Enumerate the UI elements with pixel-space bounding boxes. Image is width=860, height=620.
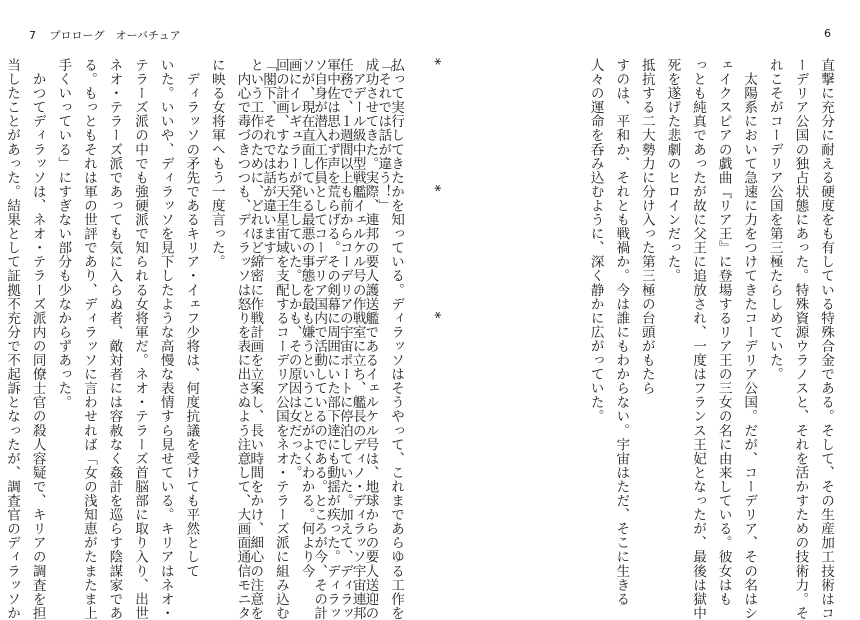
text-line: 直撃に充分に耐える硬度をも有している特殊合金である。そして、その生産加工技術はコ [818,58,834,620]
left-page-header [29,27,181,43]
text-line: ディラッソの矛先であるキリア・イェフ少将は、何度抗議を受けても平然として [183,58,200,578]
text-line: 成功させてきた。実際、連邦の要人護送艦であるイェルケル号は、地球からの要人送迎の [362,58,379,620]
text-line: 任務で、１週間以上も前からコーデリアの宇宙ポートに停泊していた。加えて、ディラッ [336,58,353,620]
section-break-star: * [426,311,443,319]
text-line: 抵抗する二大勢力に分け入った第三極の台頭がもたら [638,58,655,396]
text-line: れこそがコーデリア公国を第三極たらしめていた。 [766,58,783,382]
text-line: 回の計画、すなわち天王星宙域を支配するコーデリア公国をネオ・テラーズ派に組み込む [272,58,289,620]
text-line: 手くいっている」にすぎない部分も少なからずあった。 [55,58,72,410]
text-line: という工作のために、どれほど綿密に作戦計画を立案し、長い時間をかけ、細心の注意を [247,58,264,620]
text-line: ネオ・テラーズ派であっても気に入らぬ者、敵対者には容赦なく姦計を巡らす陰謀家であ [106,58,123,620]
section-gap [395,58,421,578]
chapter-title: プロローグ オーバチュア [49,29,181,42]
text-line: ソ自身が潜入工作員としてコーデリア国内で活動しているのである。ところが今、その計 [311,58,328,620]
text-line: かつてディラッソは、ネオ・テラーズ派内の同僚士官の殺人容疑で、キリアの調査を担 [29,58,46,620]
left-page-number: 7 [29,29,36,42]
text-line: いた。いいや、ディラッソを見下したような高慢な表情すら見せている。キリアはネオ・ [157,58,174,620]
right-page-number: 6 [824,27,831,40]
text-line: 軍中佐は思わず声を荒らげる。その剣幕に周囲にいた部下達にも動揺が疾った。ディラッ [324,58,341,620]
text-line: 人々の運命を呑み込むように、深く静かに広がっていた。 [587,58,604,424]
text-line: る。もっともそれは軍の世評であり、ディラッソに言わせれば「女の浅知恵がたまたま上 [80,58,97,620]
text-line: 「それでは話が違う！」 [375,58,392,213]
section-break-star: * [426,184,443,192]
text-line: 太陽系において急速に力をつけてきたコーデリア公国。だが、コーデリア、その名はシ [741,58,758,620]
text-line: っとも純真であったが故に父王に追放され、一度はフランス王妃となったが、最後は獄中 [690,58,707,620]
text-line: 死を遂げた悲劇のヒロインだった。 [664,58,681,283]
text-line: に映る女将軍へもう一度言った。 [208,58,225,269]
text-line: 「閣下、それでは話が違います」 [260,58,277,269]
text-line: テラーズ派の中でも強硬派で知られる女将軍だ。ネオ・テラーズ首脳部に取り入り、出世 [132,58,149,620]
section-break-star: * [426,58,443,65]
text-line: アデール級中型戦艦イェルケル号の作戦室に立ち、艦長のディノ・ディラッソ宇宙連邦 [349,58,366,620]
text-line: 内心で毒づきつつも、ディラッソは怒りを表に出さぬよう注意して、大画面通信モニタ [234,58,251,620]
text-line: 払って実行してきたかを知っている。ディラッソはそうやって、これまであらゆる工作を [388,58,404,620]
text-line: ェイクスピアの戯曲『リア王』に登場するリア王の三女の名に由来している。彼女はも [715,58,732,606]
section-break [421,58,557,578]
section-gap [556,58,582,578]
text-line: ーデリア公国の独占状態にあった。特殊資源ウラノスと、それを活かすための技術力。そ [792,58,809,620]
text-line: ソが、現在直面している最悪の事態を最も嫌うということがよくわかる。何より今 [298,58,315,578]
text-line: すのは、平和か、それとも戦禍か。今は誰にもわからない。宇宙はただ、そこに生きる [613,58,630,606]
text-line: 当したことがあった。結果として証拠不充分で不起訴となったが、調査官のディラッソか [4,58,21,620]
text-line: 画にイレギュラーが発生していた。しかも、その原因は女だった。 [285,58,302,480]
